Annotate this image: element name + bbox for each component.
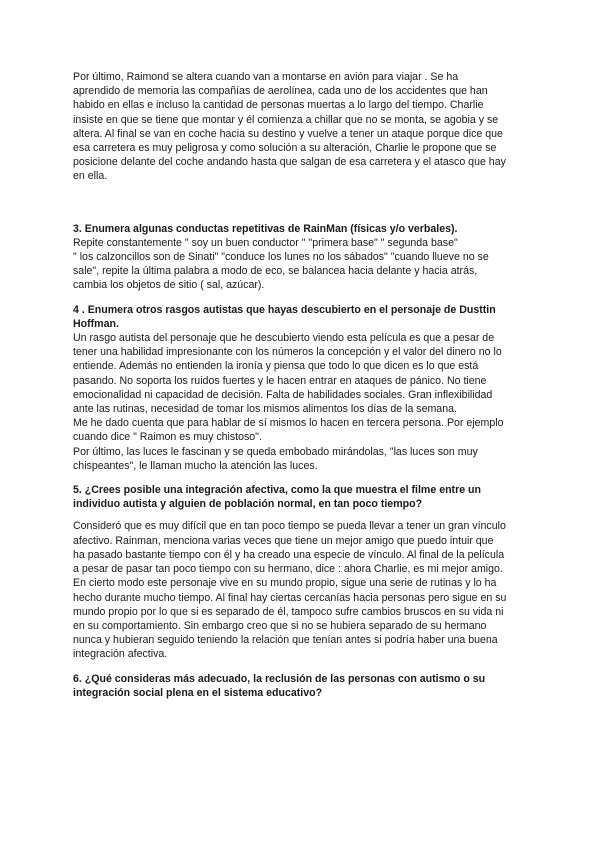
raimond-intro-paragraph: Por último, Raimond se altera cuando van a montarse en avión para viajar . Se ha aprendido de memoria las compañías de aerolínea, cada uno de los accidentes que han habido en ellas e incluso la cantidad de personas muertas a lo largo del tiempo. Charlie insiste en que se tiene que montar y él comienza a chillar que no se monta, se agobia y se altera. Al final se van en coche hacia su destino y vuelve a tener un ataque porque dice que esa carretera es muy peligrosa y como solución a su alteración, Charlie le propone que se posicione delante del coche andando hasta que salgan de esa carretera y el atasco que hay en ella. xyxy=(73,71,506,183)
question-3-answer-line-2: " los calzoncillos son de Sinati" "conduce los lunes no los sábados" "cuando llueve no se sale", repite la última palabra a modo de eco, se balancea hacia delante y hacia atrás, cambia los objetos de sitio ( sal, azúcar). xyxy=(73,251,489,292)
question-5-answer-paragraph: Consideró que es muy difícil que en tan poco tiempo se pueda llevar a tener un gran vínculo afectivo. Rainman, menciona varias veces que tiene un mejor amigo que puedo intuir que ha pasado bastante tiempo con él y ha creado una especie de vínculo. Al final de la película a pesar de pasar tan poco tiempo con su hermano, dice : ahora Charlie, es mi mejor amigo. En cierto modo este personaje vive en su mundo propio, sigue una serie de rutinas y lo ha hecho durante mucho tiempo. Al final hay ciertas cercanías hacia personas pero sigue en su mundo propio por lo que si es separado de él, tampoco sufre cambios bruscos en su vida ni en su comportamiento. Sin embargo creo que si no se hubiera separado de su hermano nunca y hubieran seguido teniendo la relación que tenían antes si podría haber una buena integración afectiva. xyxy=(73,520,507,661)
spacer xyxy=(73,293,507,303)
question-5-heading: 5. ¿Crees posible una integración afectiva, como la que muestra el filme entre un individuo autista y alguien de población normal, en tan poco tiempo? xyxy=(73,484,481,511)
question-3-heading: 3. Enumera algunas conductas repetitivas de RainMan (físicas y/o verbales). xyxy=(73,222,458,235)
spacer xyxy=(73,511,507,519)
question-4-answer-paragraph-3: Por último, las luces le fascinan y se queda embobado mirándolas, "las luces son muy chispeantes", le llaman mucho la atención las luces. xyxy=(73,445,478,472)
question-6-heading: 6. ¿Qué consideras más adecuado, la reclusión de las personas con autismo o su integración social plena en el sistema educativo? xyxy=(73,672,486,699)
question-4-heading: 4 . Enumera otros rasgos autistas que hayas descubierto en el personaje de Dusttin Hoffman. xyxy=(73,303,496,330)
spacer xyxy=(73,473,507,483)
question-4-answer-paragraph-2: Me he dado cuenta que para hablar de sí mismos lo hacen en tercera persona. Por ejemplo cuando dice " Raimon es muy chistoso". xyxy=(73,417,504,444)
spacer xyxy=(73,662,507,672)
question-4-answer-paragraph-1: Un rasgo autista del personaje que he descubierto viendo esta película es que a pesar de tener una habilidad impresionante con los números la concepción y el valor del dinero no lo entiende. Además no entienden la ironía y piensa que todo lo que dicen es lo que está pasando. No soporta los ruidos fuertes y le hacen entrar en ataques de pánico. No tiene emocionalidad ni capacidad de decisión. Falta de habilidades sociales. Gran inflexibilidad ante las rutinas, necesidad de tomar los mismos alimentos los días de la semana. xyxy=(73,332,502,416)
document-page xyxy=(73,70,507,700)
spacer xyxy=(73,184,507,222)
question-3-answer-line-1: Repite constantemente " soy un buen conductor " "primera base" " segunda base" xyxy=(73,236,458,249)
